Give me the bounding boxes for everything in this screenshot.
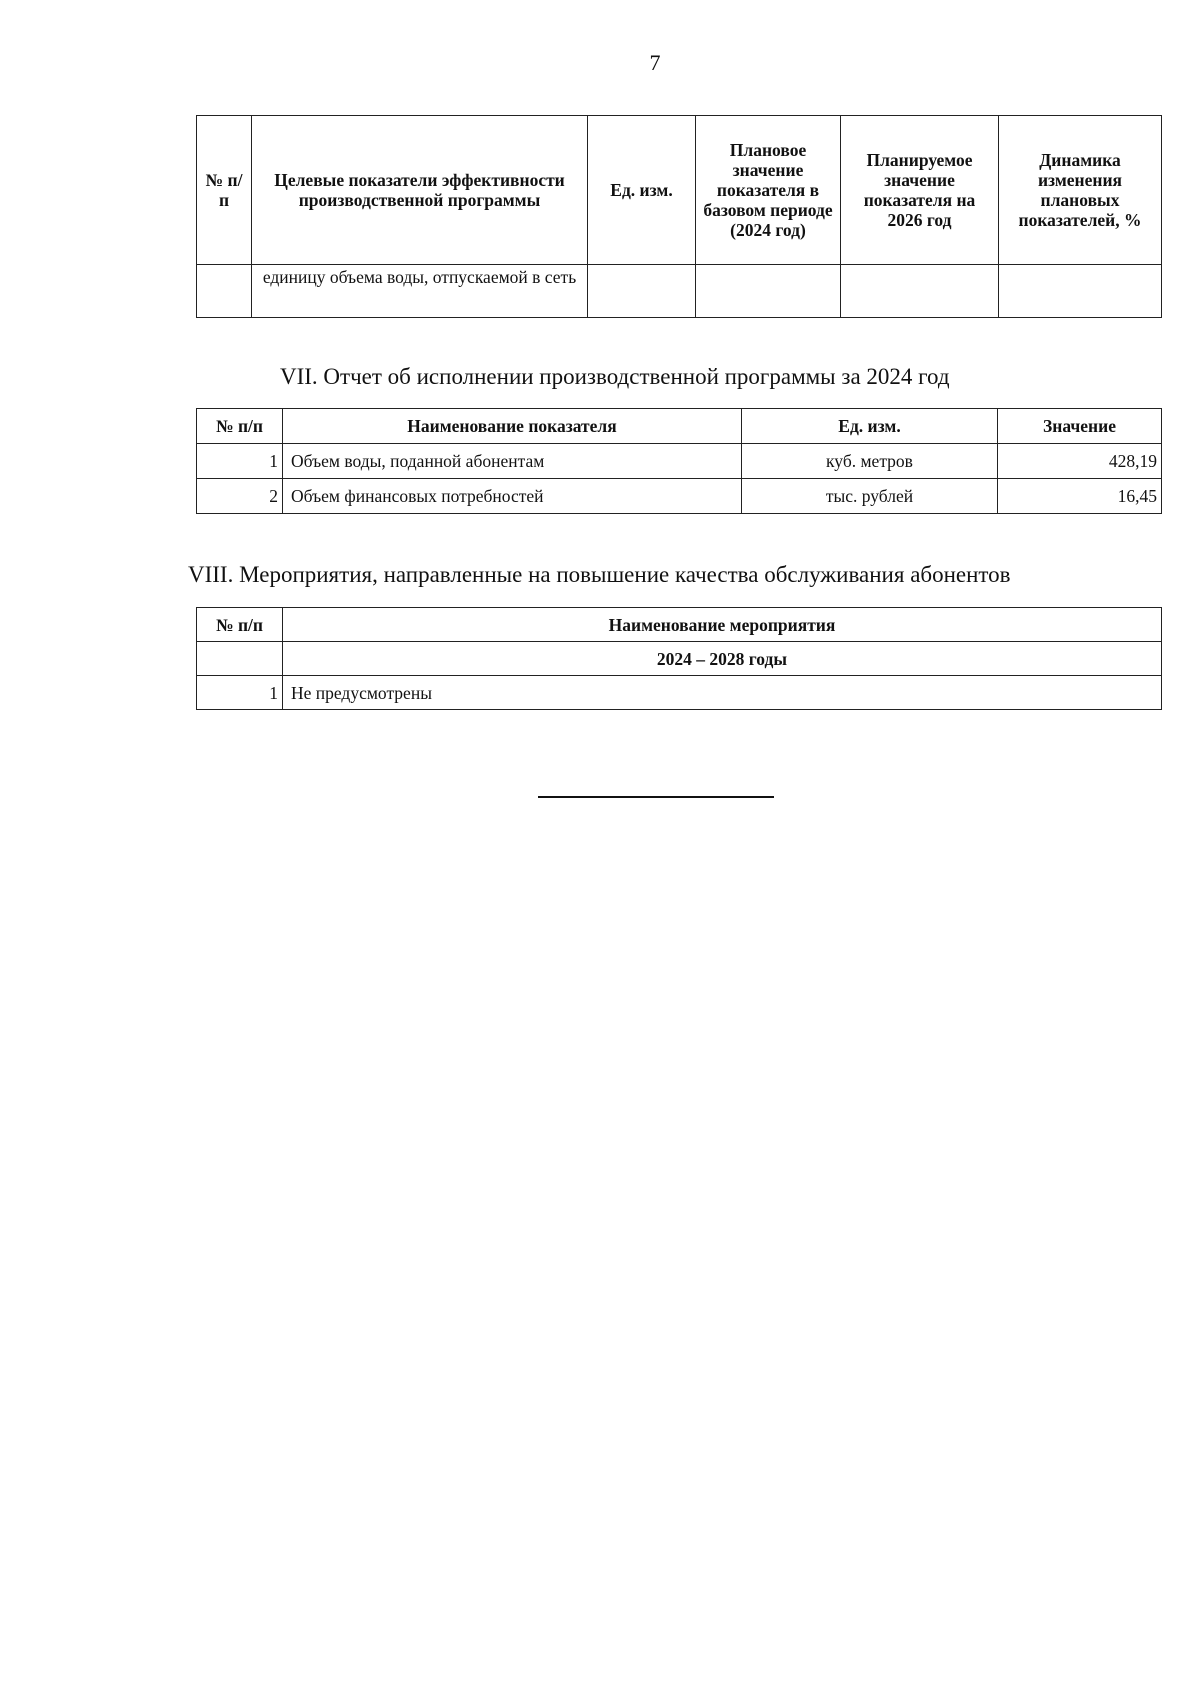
cell-value: 428,19: [998, 444, 1162, 479]
cell-num: 1: [197, 676, 283, 710]
header-measure-name: Наименование мероприятия: [283, 608, 1162, 642]
cell-empty: [197, 642, 283, 676]
table-row: [197, 676, 1162, 710]
header-unit: Ед. изм.: [588, 116, 696, 265]
measures-table: [196, 607, 1162, 710]
cell-indicator-name: Объем воды, поданной абонентам: [283, 444, 742, 479]
section-7-title: VII. Отчет об исполнении производственной программы за 2024 год: [280, 364, 950, 389]
header-indicator: Целевые показатели эффективности производственной программы: [252, 116, 588, 265]
header-unit: Ед. изм.: [742, 409, 998, 444]
header-num: № п/п: [197, 409, 283, 444]
header-num: № п/п: [197, 608, 283, 642]
table-row: [197, 265, 1162, 318]
cell-base-value: [696, 265, 841, 318]
cell-measure-name: Не предусмотрены: [283, 676, 1162, 710]
page-number: 7: [649, 50, 661, 75]
table-header-row: [197, 116, 1162, 265]
execution-report-table: [196, 408, 1162, 514]
header-num: № п/п: [197, 116, 252, 265]
period-row: [197, 642, 1162, 676]
target-indicators-table: [196, 115, 1162, 318]
cell-num: 1: [197, 444, 283, 479]
header-dynamics: Динамика изменения плановых показателей, %: [999, 116, 1162, 265]
cell-indicator-name: Объем финансовых потребностей: [283, 479, 742, 514]
cell-indicator: единицу объема воды, отпускаемой в сеть: [252, 265, 588, 318]
end-of-document-line: [538, 796, 774, 798]
cell-value: 16,45: [998, 479, 1162, 514]
period-label: 2024 – 2028 годы: [283, 642, 1162, 676]
cell-unit: куб. метров: [742, 444, 998, 479]
header-value: Значение: [998, 409, 1162, 444]
table-row: [197, 444, 1162, 479]
cell-unit: [588, 265, 696, 318]
header-indicator-name: Наименование показателя: [283, 409, 742, 444]
cell-dynamics: [999, 265, 1162, 318]
cell-num: [197, 265, 252, 318]
cell-num: 2: [197, 479, 283, 514]
cell-unit: тыс. рублей: [742, 479, 998, 514]
section-8-title: VIII. Мероприятия, направленные на повышение качества обслуживания абонентов: [188, 562, 1011, 587]
table-header-row: [197, 409, 1162, 444]
header-base-value: Плановое значение показателя в базовом периоде (2024 год): [696, 116, 841, 265]
table-header-row: [197, 608, 1162, 642]
cell-planned-value: [841, 265, 999, 318]
header-planned-value: Планируемое значение показателя на 2026 год: [841, 116, 999, 265]
table-row: [197, 479, 1162, 514]
